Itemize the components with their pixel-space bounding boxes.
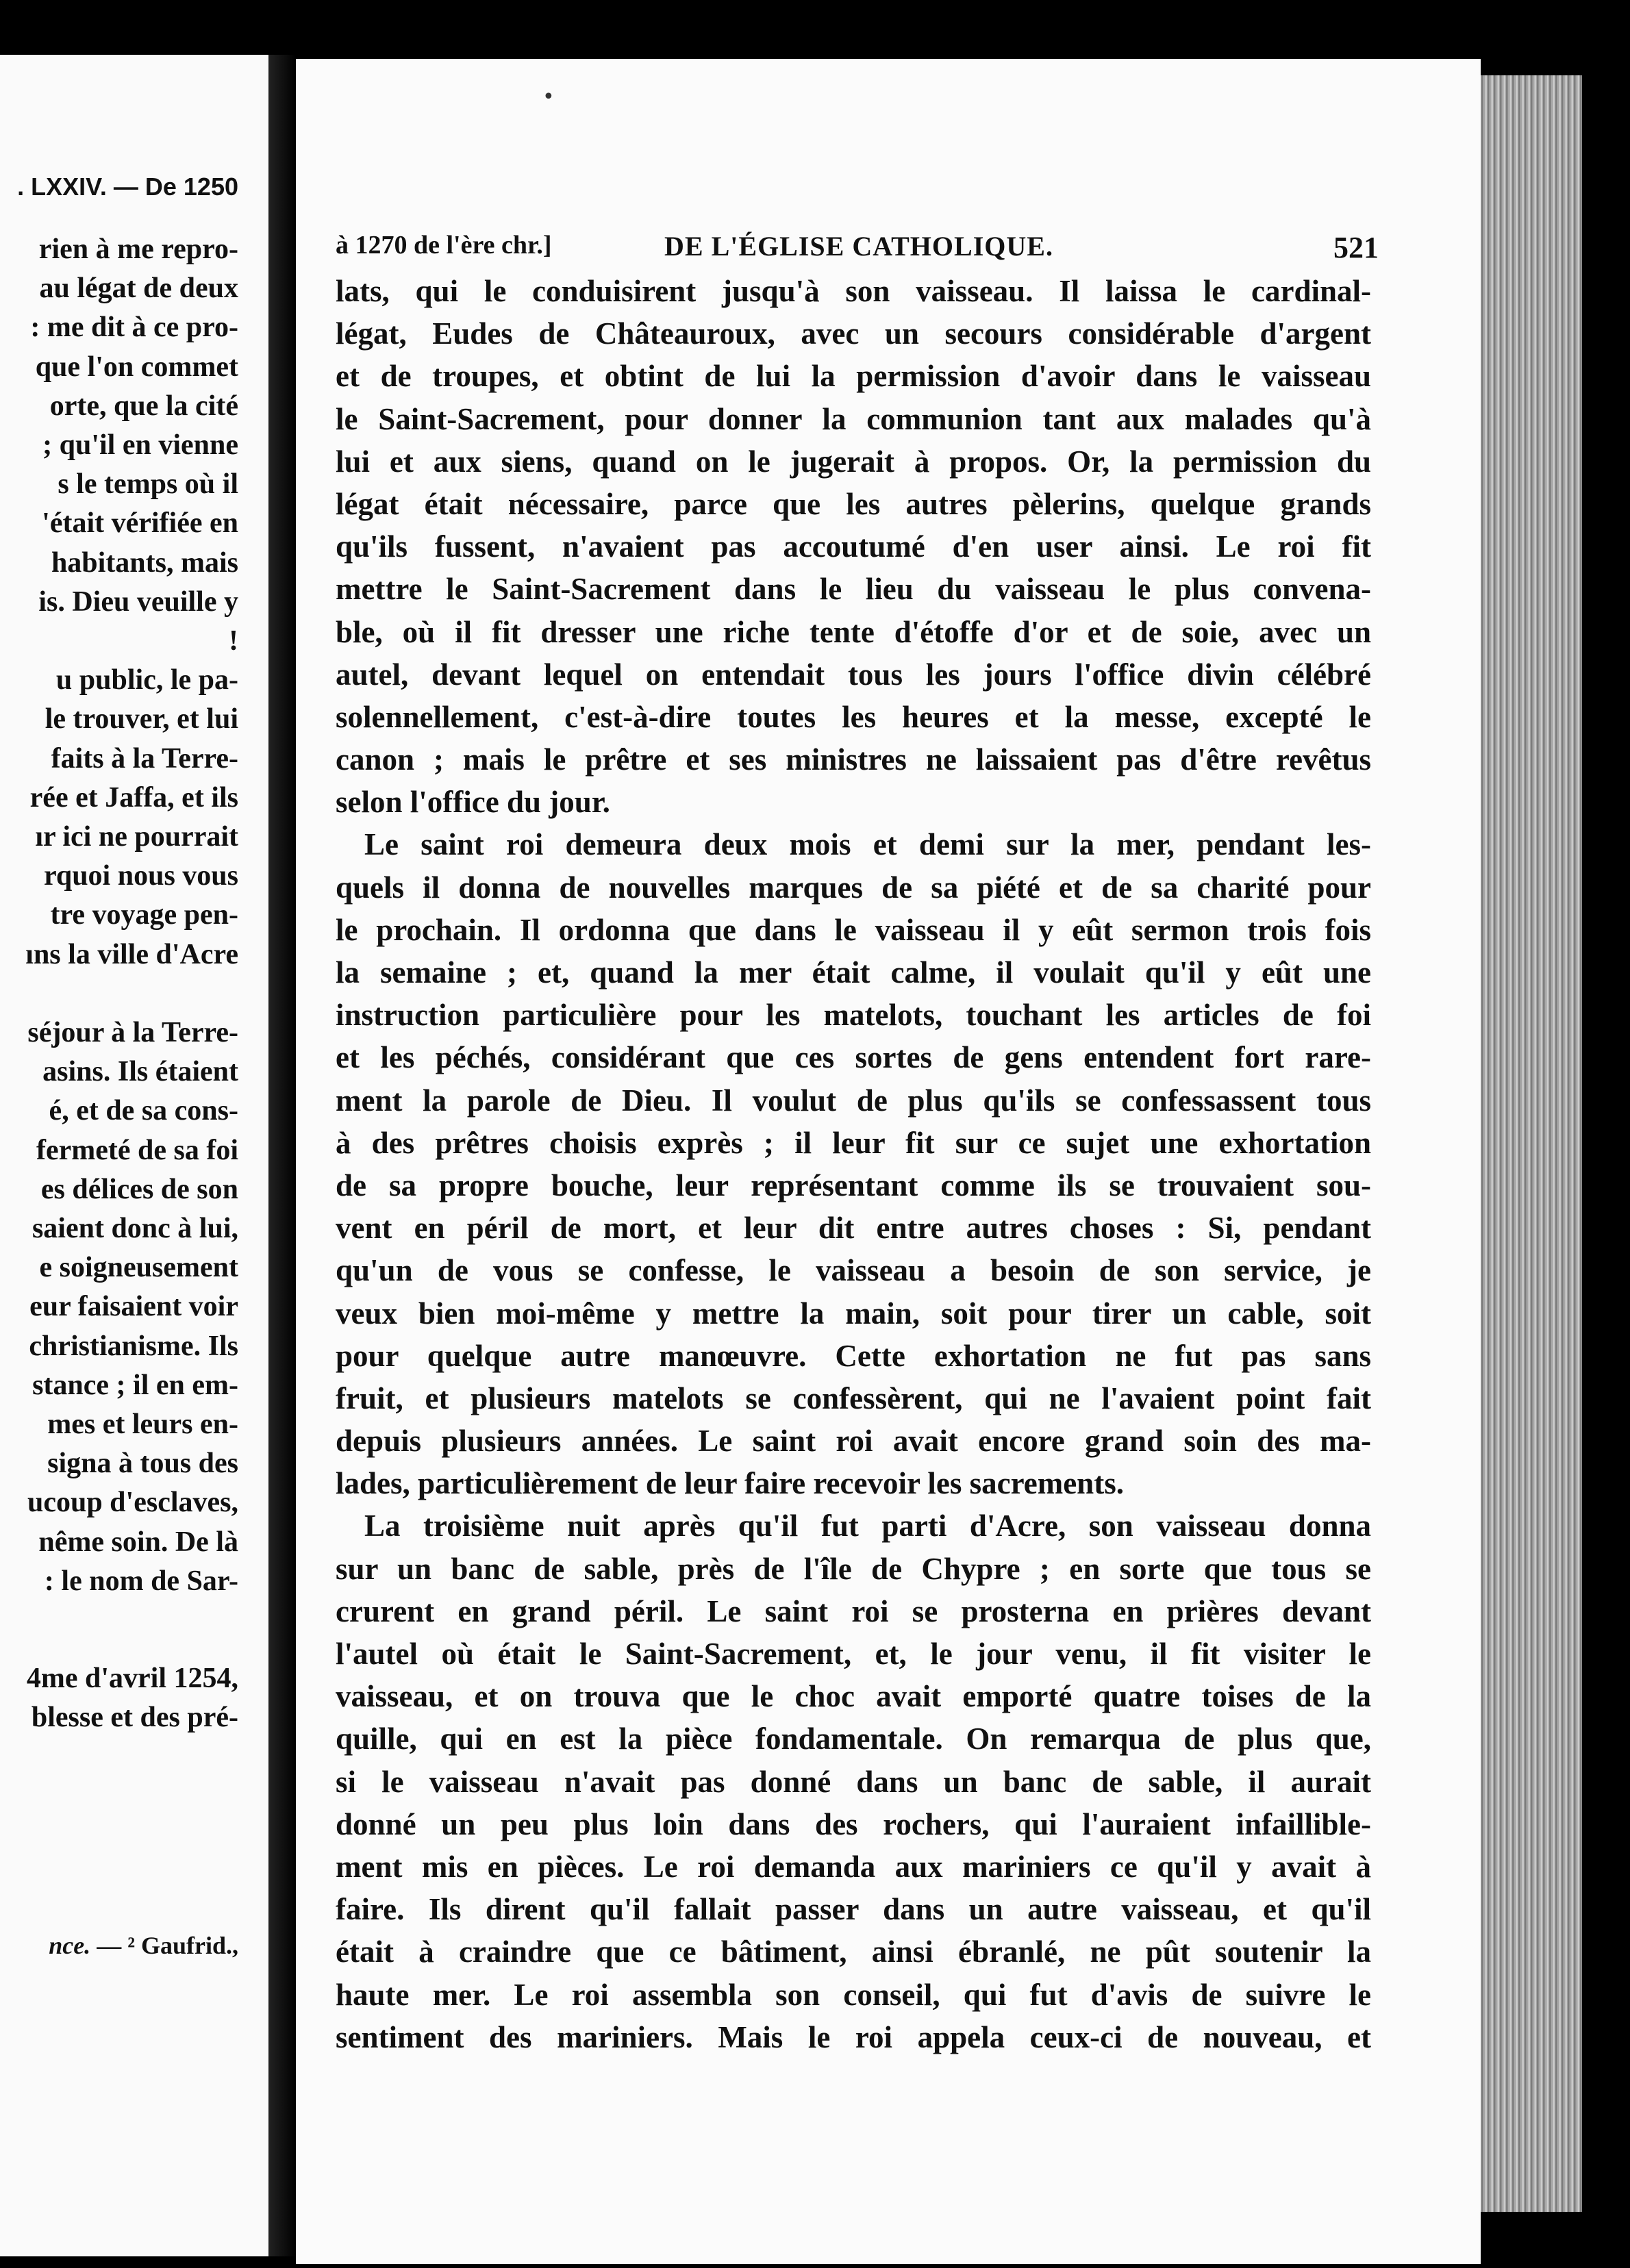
text-line: canon ; mais le prêtre et ses ministres ne laissaient pas d'être revêtus bbox=[336, 742, 1371, 777]
left-text-line: ; qu'il en vienne bbox=[42, 429, 238, 461]
left-text-line: : me dit à ce pro- bbox=[30, 312, 238, 344]
left-text-line: le trouver, et lui bbox=[45, 703, 238, 735]
text-line: ble, où il fit dresser une riche tente d'étoffe d'or et de soie, avec un bbox=[336, 614, 1371, 649]
text-line: ment mis en pièces. Le roi demanda aux mariniers ce qu'il y avait à bbox=[336, 1849, 1371, 1884]
text-line: autel, devant lequel on entendait tous les jours l'office divin célébré bbox=[336, 657, 1371, 692]
text-line: fruit, et plusieurs matelots se confessèrent, qui ne l'avaient point fait bbox=[336, 1381, 1371, 1415]
text-line: pour quelque autre manœuvre. Cette exhortation ne fut pas sans bbox=[336, 1338, 1371, 1373]
text-line: et de troupes, et obtint de lui la permission d'avoir dans le vaisseau bbox=[336, 359, 1371, 394]
text-line: depuis plusieurs années. Le saint roi avait encore grand soin des ma- bbox=[336, 1424, 1371, 1459]
text-line: haute mer. Le roi assembla son conseil, qui fut d'avis de suivre le bbox=[336, 1977, 1371, 2012]
left-text-line: s le temps où il bbox=[58, 468, 238, 501]
text-line: était à craindre que ce bâtiment, ainsi ébranlé, ne pût soutenir la bbox=[336, 1935, 1371, 1969]
left-text-line: que l'on commet bbox=[35, 351, 238, 383]
text-line: mettre le Saint-Sacrement dans le lieu du vaisseau le plus convena- bbox=[336, 572, 1371, 607]
page-number: 521 bbox=[1333, 231, 1379, 264]
text-line: ment la parole de Dieu. Il voulut de plus qu'ils se confessassent tous bbox=[336, 1083, 1371, 1118]
left-text-line: faits à la Terre- bbox=[51, 742, 238, 774]
left-text-line: saient donc à lui, bbox=[32, 1213, 238, 1244]
text-line: vent en péril de mort, et leur dit entre autres choses : Si, pendant bbox=[336, 1211, 1371, 1246]
text-line: instruction particulière pour les matelots, touchant les articles de foi bbox=[336, 998, 1371, 1033]
left-text-line: es délices de son bbox=[40, 1173, 238, 1205]
left-text-line: tre voyage pen- bbox=[50, 899, 238, 931]
left-text-line: 4me d'avril 1254, bbox=[26, 1663, 238, 1695]
text-line: lades, particulièrement de leur faire recevoir les sacrements. bbox=[336, 1466, 1124, 1501]
main-page bbox=[296, 59, 1481, 2264]
text-line: la semaine ; et, quand la mer était calme, il voulait qu'il y eût une bbox=[336, 955, 1371, 990]
text-line: donné un peu plus loin dans des rochers, qui l'auraient infaillible- bbox=[336, 1806, 1371, 1841]
left-text-line: ır ici ne pourrait bbox=[35, 821, 238, 853]
left-text-line: eur faisaient voir bbox=[29, 1291, 238, 1323]
left-text-line: nême soin. De là bbox=[38, 1526, 238, 1558]
text-line: crurent en grand péril. Le saint roi se prosterna en prières devant bbox=[336, 1593, 1371, 1628]
text-line: Le saint roi demeura deux mois et demi sur la mer, pendant les- bbox=[364, 827, 1371, 862]
left-text-line: rée et Jaffa, et ils bbox=[29, 781, 238, 814]
left-text-line: ! bbox=[229, 625, 238, 657]
left-text-line: au légat de deux bbox=[39, 273, 238, 305]
text-line: sur un banc de sable, près de l'île de Chypre ; en sorte que tous se bbox=[336, 1551, 1371, 1586]
text-line: le prochain. Il ordonna que dans le vaisseau il y eût sermon trois fois bbox=[336, 912, 1371, 947]
left-text-line: e soigneusement bbox=[39, 1252, 238, 1284]
left-text-line: ucoup d'esclaves, bbox=[27, 1487, 238, 1519]
body-text bbox=[336, 270, 1371, 2058]
left-text-line: séjour à la Terre- bbox=[27, 1017, 238, 1048]
text-line: à des prêtres choisis exprès ; il leur fit sur ce sujet une exhortation bbox=[336, 1125, 1371, 1160]
running-head-title: DE L'ÉGLISE CATHOLIQUE. bbox=[664, 231, 1053, 262]
text-line: quels il donna de nouvelles marques de sa piété et de sa charité pour bbox=[336, 870, 1371, 905]
text-line: lui et aux siens, quand on le jugerait à propos. Or, la permission du bbox=[336, 444, 1371, 479]
text-line: quille, qui en est la pièce fondamentale. On remarqua de plus que, bbox=[336, 1722, 1371, 1756]
left-text-line: stance ; il en em- bbox=[32, 1369, 238, 1401]
left-footnote-rest: — ² Gaufrid., bbox=[90, 1932, 238, 1959]
left-text-line: is. Dieu veuille y bbox=[38, 585, 238, 618]
left-text-line: fermeté de sa foi bbox=[36, 1134, 238, 1166]
left-text-line: mes et leurs en- bbox=[47, 1409, 238, 1440]
text-line: l'autel où était le Saint-Sacrement, et, le jour venu, il fit visiter le bbox=[336, 1637, 1371, 1671]
text-line: qu'un de vous se confesse, le vaisseau a besoin de son service, je bbox=[336, 1253, 1371, 1288]
text-line: La troisième nuit après qu'il fut parti d'Acre, son vaisseau donna bbox=[364, 1509, 1371, 1544]
text-line: vaisseau, et on trouva que le choc avait emporté quatre toises de la bbox=[336, 1679, 1371, 1714]
text-line: sentiment des mariniers. Mais le roi appela ceux-ci de nouveau, et bbox=[336, 2019, 1371, 2054]
print-speck: • bbox=[542, 85, 555, 109]
left-text-line: asins. Ils étaient bbox=[42, 1056, 238, 1088]
left-text-line: rien à me repro- bbox=[38, 234, 238, 265]
left-text-line: rquoi nous vous bbox=[43, 860, 238, 892]
left-page bbox=[0, 55, 268, 2256]
book-gutter bbox=[268, 55, 296, 2256]
left-running-head: . LXXIV. — De 1250 bbox=[17, 173, 238, 201]
left-text-line: habitants, mais bbox=[51, 546, 238, 579]
text-line: légat, Eudes de Châteauroux, avec un secours considérable d'argent bbox=[336, 316, 1371, 351]
left-text-line: blesse et des pré- bbox=[31, 1702, 238, 1734]
left-text-line: 'était vérifiée en bbox=[42, 507, 238, 540]
text-line: légat était nécessaire, parce que les autres pèlerins, quelque grands bbox=[336, 486, 1371, 521]
left-text-line: : le nom de Sar- bbox=[44, 1565, 238, 1597]
text-line: veux bien moi-même y mettre la main, soit pour tirer un cable, soit bbox=[336, 1296, 1371, 1331]
text-line: qu'ils fussent, n'avaient pas accoutumé d'en user ainsi. Le roi fit bbox=[336, 529, 1371, 564]
left-footnote bbox=[49, 1931, 238, 1960]
left-text-line: signa à tous des bbox=[47, 1448, 238, 1480]
left-text-line: orte, que la cité bbox=[49, 390, 238, 422]
text-line: de sa propre bouche, leur représentant comme ils se trouvaient sou- bbox=[336, 1168, 1371, 1202]
text-line: selon l'office du jour. bbox=[336, 785, 610, 820]
text-line: et les péchés, considérant que ces sortes de gens entendent fort rare- bbox=[336, 1040, 1371, 1075]
left-text-line: u public, le pa- bbox=[55, 664, 238, 696]
page-edges bbox=[1466, 75, 1582, 2212]
left-text-line: é, et de sa cons- bbox=[49, 1095, 238, 1127]
running-head-left: à 1270 de l'ère chr.] bbox=[336, 231, 552, 260]
text-line: lats, qui le conduisirent jusqu'à son vaisseau. Il laissa le cardinal- bbox=[336, 274, 1371, 308]
left-text-line: christianisme. Ils bbox=[29, 1330, 238, 1362]
text-line: solennellement, c'est-à-dire toutes les heures et la messe, excepté le bbox=[336, 699, 1371, 734]
text-line: si le vaisseau n'avait pas donné dans un banc de sable, il aurait bbox=[336, 1764, 1371, 1799]
text-line: le Saint-Sacrement, pour donner la communion tant aux malades qu'à bbox=[336, 401, 1371, 436]
left-footnote-italic: nce. bbox=[49, 1932, 91, 1959]
left-text-line: ıns la ville d'Acre bbox=[25, 938, 238, 970]
text-line: faire. Ils dirent qu'il fallait passer dans un autre vaisseau, et qu'il bbox=[336, 1892, 1371, 1927]
